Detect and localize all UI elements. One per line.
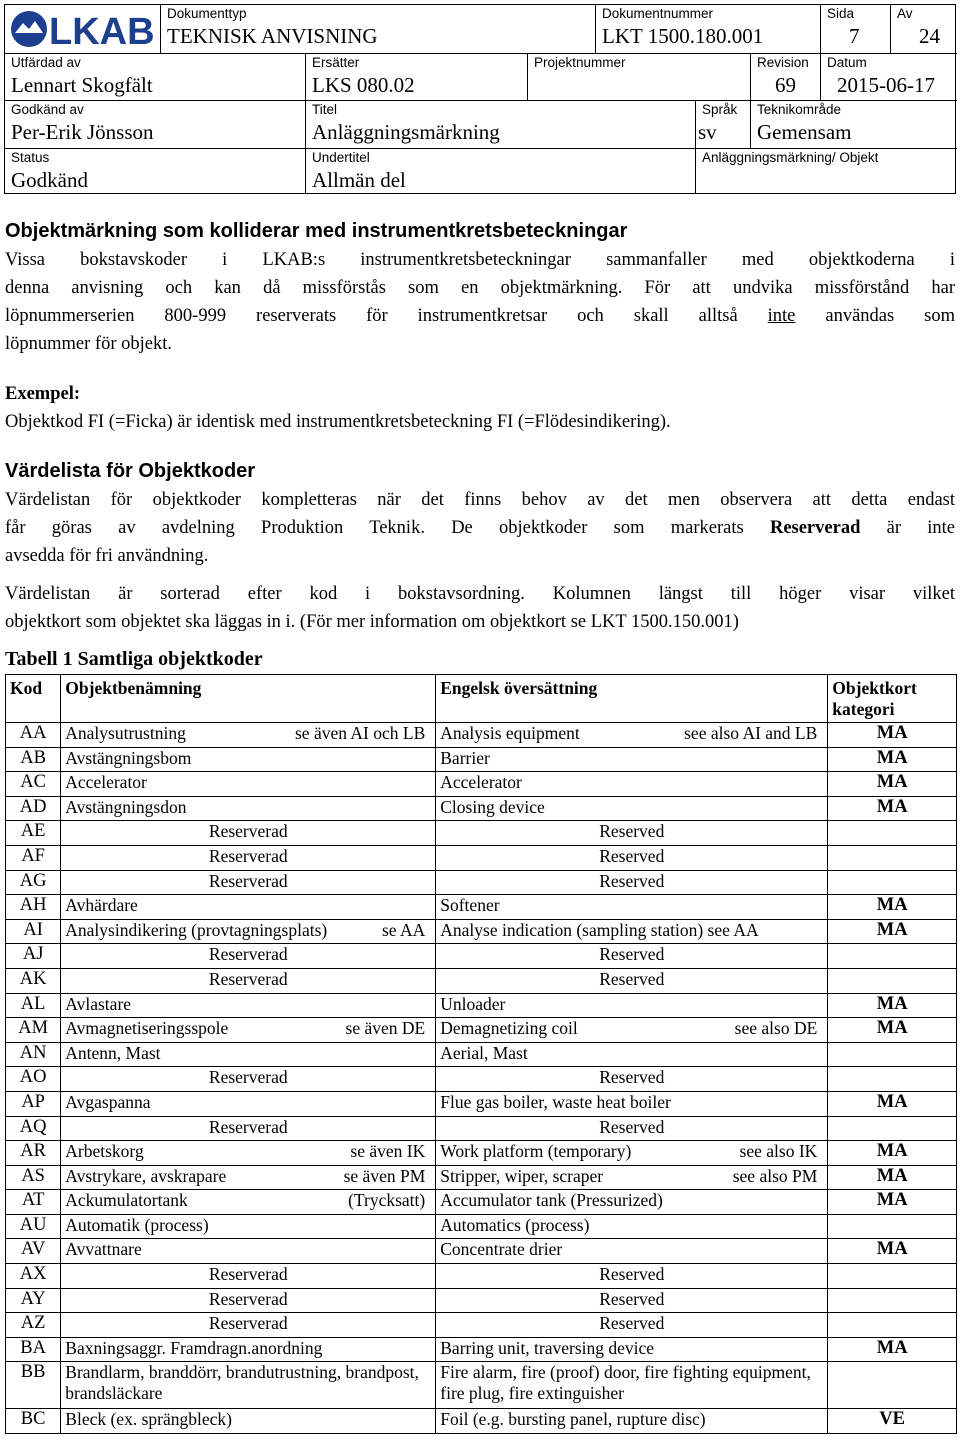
ersatter-label: Ersätter — [312, 55, 360, 70]
english-name: Analysis equipment — [440, 723, 580, 743]
cell-engelsk — [436, 1313, 828, 1338]
av-value: 24 — [919, 24, 940, 48]
cell-kod: AM — [6, 1018, 61, 1043]
teknikomrade-label: Teknikområde — [757, 102, 842, 117]
cell-engelsk — [436, 772, 828, 797]
cell-kategori: MA — [828, 723, 957, 748]
english-name: Reserved — [599, 821, 665, 842]
cell-kod: AF — [6, 845, 61, 870]
english-name: Analyse indication (sampling station) see AA — [440, 919, 759, 940]
swedish-name: Arbetskorg — [65, 1141, 144, 1162]
swedish-reference: se även IK — [350, 1141, 426, 1162]
swedish-name: Automatik (process) — [65, 1214, 209, 1235]
table-row — [6, 821, 957, 846]
swedish-name: Avstrykare, avskrapare — [65, 1165, 227, 1186]
table-row — [6, 1288, 957, 1313]
english-name: Concentrate drier — [440, 1239, 563, 1260]
sprak-cell — [695, 100, 750, 148]
cell-kod: AO — [6, 1067, 61, 1092]
cell-kategori: MA — [828, 1141, 957, 1166]
swedish-name: Accelerator — [65, 772, 147, 793]
titel-value: Anläggningsmärkning — [312, 120, 500, 144]
cell-kategori: MA — [828, 796, 957, 821]
english-name: Accumulator tank (Pressurized) — [440, 1190, 663, 1211]
text-line: löpnummer för objekt. — [5, 334, 172, 354]
swedish-name: Avstängningsbom — [65, 747, 192, 768]
header-engelsk: Engelsk översättning — [436, 675, 828, 723]
cell-kod: AC — [6, 772, 61, 797]
undertitel-cell — [305, 148, 695, 193]
cell-kategori: MA — [828, 1091, 957, 1116]
godkand-av-value: Per-Erik Jönsson — [11, 120, 154, 144]
english-reference: see also AI and LB — [684, 723, 818, 743]
cell-engelsk — [436, 993, 828, 1018]
table-row — [6, 1362, 957, 1409]
godkand-av-cell — [5, 100, 305, 148]
cell-kategori — [828, 1042, 957, 1067]
swedish-name: Reserverad — [208, 1288, 288, 1309]
cell-objektbenamning — [61, 1018, 436, 1043]
cell-objektbenamning — [61, 895, 436, 920]
swedish-name: Avhärdare — [65, 895, 138, 916]
example-block — [5, 380, 955, 436]
cell-kategori: MA — [828, 1239, 957, 1264]
revision-label: Revision — [757, 55, 809, 70]
cell-kategori: MA — [828, 1018, 957, 1043]
english-name: Reserved — [599, 968, 665, 989]
cell-engelsk — [436, 1141, 828, 1166]
dokumenttyp-value: TEKNISK ANVISNING — [167, 24, 378, 48]
cell-engelsk — [436, 821, 828, 846]
cell-kod: AD — [6, 796, 61, 821]
english-name: Barring unit, traversing device — [440, 1337, 655, 1358]
english-name: Softener — [440, 895, 500, 916]
cell-kod: AB — [6, 747, 61, 772]
cell-kategori — [828, 1214, 957, 1239]
swedish-name: Analysindikering (provtagningsplats) — [65, 919, 328, 940]
cell-kategori — [828, 968, 957, 993]
cell-kod: AN — [6, 1042, 61, 1067]
english-name: Reserved — [599, 1067, 665, 1088]
cell-kod: BB — [6, 1362, 61, 1409]
table-row — [6, 1214, 957, 1239]
swedish-name: Ackumulatortank — [65, 1190, 188, 1211]
cell-kategori: MA — [828, 1190, 957, 1215]
cell-kod: AZ — [6, 1313, 61, 1338]
swedish-name: Antenn, Mast — [65, 1042, 161, 1063]
dokumentnummer-label: Dokumentnummer — [602, 6, 714, 21]
table-row — [6, 1042, 957, 1067]
cell-kategori — [828, 870, 957, 895]
cell-objektbenamning — [61, 1141, 436, 1166]
dokumenttyp-cell — [160, 5, 595, 53]
english-name: Unloader — [440, 993, 506, 1014]
swedish-reference: se även DE — [345, 1018, 426, 1039]
cell-kod: AI — [6, 919, 61, 944]
cell-objektbenamning — [61, 796, 436, 821]
cell-kategori: MA — [828, 993, 957, 1018]
table-row — [6, 747, 957, 772]
example-label: Exempel: — [5, 384, 81, 404]
logo-cell — [5, 5, 160, 53]
table-row — [6, 993, 957, 1018]
cell-kategori — [828, 845, 957, 870]
kategori-cell — [695, 148, 957, 193]
text-fragment: användas som — [825, 306, 956, 326]
english-reference: see also DE — [734, 1018, 818, 1039]
cell-kod: AH — [6, 895, 61, 920]
status-cell — [5, 148, 305, 193]
cell-objektbenamning — [61, 1165, 436, 1190]
lkab-logo — [9, 9, 159, 49]
cell-kategori: MA — [828, 1165, 957, 1190]
swedish-name: Brandlarm, branddörr, brandutrustning, brandpost, brandsläckare — [65, 1362, 419, 1404]
projektnummer-cell — [527, 53, 750, 100]
cell-objektbenamning — [61, 870, 436, 895]
cell-objektbenamning — [61, 1214, 436, 1239]
cell-engelsk — [436, 968, 828, 993]
table-row — [6, 796, 957, 821]
cell-kategori — [828, 944, 957, 969]
cell-kategori — [828, 1362, 957, 1409]
cell-kod: AU — [6, 1214, 61, 1239]
swedish-reference: (Trycksatt) — [348, 1190, 426, 1211]
table-row — [6, 1141, 957, 1166]
text-line — [5, 514, 955, 542]
table-row — [6, 1018, 957, 1043]
english-name: Flue gas boiler, waste heat boiler — [440, 1091, 671, 1112]
sida-value: 7 — [849, 24, 860, 48]
table-row — [6, 1239, 957, 1264]
table-row — [6, 944, 957, 969]
cell-objektbenamning — [61, 1288, 436, 1313]
section2-paragraph-1 — [5, 486, 955, 570]
datum-label: Datum — [827, 55, 867, 70]
english-name: Work platform (temporary) — [440, 1141, 632, 1162]
cell-objektbenamning — [61, 944, 436, 969]
english-name: Foil (e.g. bursting panel, rupture disc) — [440, 1409, 706, 1430]
teknikomrade-value: Gemensam — [757, 120, 852, 144]
english-reference: see also PM — [732, 1165, 818, 1186]
english-name: Reserved — [599, 845, 665, 866]
cell-kategori: MA — [828, 747, 957, 772]
cell-kategori — [828, 821, 957, 846]
table-row — [6, 845, 957, 870]
cell-objektbenamning — [61, 747, 436, 772]
cell-engelsk — [436, 1288, 828, 1313]
swedish-name: Reserverad — [208, 1116, 288, 1137]
kategori-label: Anläggningsmärkning/ Objekt — [702, 150, 879, 165]
cell-kategori — [828, 1067, 957, 1092]
cell-engelsk — [436, 895, 828, 920]
undertitel-label: Undertitel — [312, 150, 370, 165]
cell-engelsk — [436, 845, 828, 870]
datum-cell — [820, 53, 957, 100]
cell-kategori: MA — [828, 772, 957, 797]
english-name: Barrier — [440, 747, 490, 768]
cell-kategori — [828, 1264, 957, 1289]
dokumenttyp-label: Dokumenttyp — [167, 6, 247, 21]
cell-objektbenamning — [61, 1091, 436, 1116]
text-fragment: är inte — [886, 518, 955, 538]
table-row — [6, 919, 957, 944]
dokumentnummer-cell — [595, 5, 820, 53]
cell-engelsk — [436, 1018, 828, 1043]
cell-objektbenamning — [61, 968, 436, 993]
cell-engelsk — [436, 919, 828, 944]
status-label: Status — [11, 150, 50, 165]
undertitel-value: Allmän del — [312, 168, 406, 192]
english-reference: see also IK — [739, 1141, 818, 1162]
cell-kod: AX — [6, 1264, 61, 1289]
utfardad-cell — [5, 53, 305, 100]
english-name: Accelerator — [440, 772, 522, 793]
cell-kod: AQ — [6, 1116, 61, 1141]
cell-kod: AA — [6, 723, 61, 748]
cell-kod: AE — [6, 821, 61, 846]
sprak-label: Språk — [702, 102, 738, 117]
swedish-name: Reserverad — [208, 845, 288, 866]
cell-objektbenamning — [61, 845, 436, 870]
cell-engelsk — [436, 1264, 828, 1289]
swedish-name: Reserverad — [208, 1313, 288, 1334]
english-name: Reserved — [599, 1264, 665, 1285]
dokumentnummer-value: LKT 1500.180.001 — [602, 24, 764, 48]
cell-kategori: MA — [828, 1337, 957, 1362]
section1-paragraph — [5, 246, 955, 358]
text-line: Värdelistan är sorterad efter kod i bokstavsordning. Kolumnen längst till höger visar vilket — [5, 584, 955, 604]
english-name: Reserved — [599, 1288, 665, 1309]
swedish-name: Reserverad — [208, 821, 288, 842]
table-row — [6, 1409, 957, 1434]
ersatter-cell — [305, 53, 527, 100]
datum-value: 2015-06-17 — [837, 73, 935, 97]
cell-objektbenamning — [61, 1337, 436, 1362]
example-text: Objektkod FI (=Ficka) är identisk med instrumentkretsbeteckning FI (=Flödesindikering). — [5, 412, 671, 432]
table-row — [6, 723, 957, 748]
cell-engelsk — [436, 1214, 828, 1239]
cell-engelsk — [436, 1337, 828, 1362]
cell-objektbenamning — [61, 1042, 436, 1067]
titel-cell — [305, 100, 695, 148]
cell-engelsk — [436, 1239, 828, 1264]
utfardad-label: Utfärdad av — [11, 55, 81, 70]
cell-engelsk — [436, 1165, 828, 1190]
swedish-name: Reserverad — [208, 1264, 288, 1285]
teknikomrade-cell — [750, 100, 957, 148]
cell-objektbenamning — [61, 1067, 436, 1092]
swedish-reference: se även AI och LB — [295, 723, 426, 743]
table-row — [6, 1116, 957, 1141]
swedish-name: Avmagnetiseringsspole — [65, 1018, 229, 1039]
english-name: Closing device — [440, 796, 545, 817]
titel-label: Titel — [312, 102, 338, 117]
text-line: denna anvisning och kan då missförstås som en objektmärkning. För att undvika missförstånd har — [5, 278, 955, 298]
swedish-name: Reserverad — [208, 870, 288, 891]
cell-objektbenamning — [61, 1190, 436, 1215]
cell-engelsk — [436, 723, 828, 748]
godkand-av-label: Godkänd av — [11, 102, 84, 117]
header-objektbenamning: Objektbenämning — [61, 675, 436, 723]
table-row — [6, 772, 957, 797]
header-kategori: Objektkort kategori — [828, 675, 957, 723]
english-name: Reserved — [599, 870, 665, 891]
cell-kod: AY — [6, 1288, 61, 1313]
projektnummer-label: Projektnummer — [534, 55, 626, 70]
text-line: Värdelistan för objektkoder kompletteras när det finns behov av det men observera att detta endast — [5, 490, 955, 510]
cell-engelsk — [436, 944, 828, 969]
table-row — [6, 1091, 957, 1116]
sida-label: Sida — [827, 6, 855, 21]
cell-kod: AP — [6, 1091, 61, 1116]
swedish-name: Avlastare — [65, 993, 132, 1014]
swedish-name: Reserverad — [208, 968, 288, 989]
text-fragment: löpnummerserien 800-999 reserverats för instrumentkretsar och skall alltså — [5, 306, 738, 326]
english-name: Reserved — [599, 944, 665, 965]
cell-kod: AG — [6, 870, 61, 895]
cell-engelsk — [436, 870, 828, 895]
cell-objektbenamning — [61, 993, 436, 1018]
cell-kod: AV — [6, 1239, 61, 1264]
cell-objektbenamning — [61, 821, 436, 846]
cell-objektbenamning — [61, 1116, 436, 1141]
cell-objektbenamning — [61, 772, 436, 797]
table-row — [6, 1190, 957, 1215]
table-row — [6, 895, 957, 920]
cell-engelsk — [436, 1091, 828, 1116]
cell-engelsk — [436, 1116, 828, 1141]
english-name: Aerial, Mast — [440, 1042, 528, 1063]
table-row — [6, 1313, 957, 1338]
section-heading-value-list: Värdelista för Objektkoder — [5, 460, 256, 482]
text-line: Vissa bokstavskoder i LKAB:s instrumentkretsbeteckningar sammanfaller med objektkoderna i — [5, 250, 955, 270]
english-name: Demagnetizing coil — [440, 1018, 578, 1039]
cell-objektbenamning — [61, 1313, 436, 1338]
sprak-value: sv — [698, 120, 717, 144]
object-code-table — [5, 674, 957, 1434]
status-value: Godkänd — [11, 168, 88, 192]
cell-engelsk — [436, 1190, 828, 1215]
revision-cell — [750, 53, 820, 100]
text-line: objektkort som objektet ska läggas in i. (För mer information om objektkort se LKT 1500.150.001) — [5, 612, 739, 632]
cell-kod: BA — [6, 1337, 61, 1362]
swedish-name: Analysutrustning — [65, 723, 186, 743]
cell-objektbenamning — [61, 1409, 436, 1434]
cell-kod: AJ — [6, 944, 61, 969]
cell-engelsk — [436, 1409, 828, 1434]
header-kod: Kod — [6, 675, 61, 723]
swedish-name: Baxningsaggr. Framdragn.anordning — [65, 1337, 323, 1358]
cell-kod: AT — [6, 1190, 61, 1215]
english-name: Automatics (process) — [440, 1214, 590, 1235]
table-row — [6, 1337, 957, 1362]
av-cell — [890, 5, 957, 53]
swedish-reference: se AA — [381, 919, 426, 940]
ersatter-value: LKS 080.02 — [312, 73, 415, 97]
swedish-name: Avstängningsdon — [65, 796, 187, 817]
utfardad-value: Lennart Skogfält — [11, 73, 153, 97]
text-line: avsedda för fri användning. — [5, 546, 209, 566]
cell-kod: AL — [6, 993, 61, 1018]
section-heading-collision: Objektmärkning som kolliderar med instrumentkretsbeteckningar — [5, 220, 628, 242]
cell-engelsk — [436, 796, 828, 821]
cell-objektbenamning — [61, 723, 436, 748]
cell-engelsk — [436, 1042, 828, 1067]
revision-value: 69 — [775, 73, 796, 97]
table-row — [6, 968, 957, 993]
cell-kategori — [828, 1313, 957, 1338]
sida-cell — [820, 5, 890, 53]
cell-objektbenamning — [61, 1239, 436, 1264]
cell-objektbenamning — [61, 919, 436, 944]
table-row — [6, 1067, 957, 1092]
cell-kod: AS — [6, 1165, 61, 1190]
cell-kategori: VE — [828, 1409, 957, 1434]
swedish-reference: se även PM — [343, 1165, 426, 1186]
cell-kategori — [828, 1288, 957, 1313]
swedish-name: Bleck (ex. sprängbleck) — [65, 1409, 232, 1430]
underlined-word: inte — [767, 306, 796, 326]
cell-engelsk — [436, 747, 828, 772]
logo-text: LKAB — [49, 11, 155, 49]
english-name: Stripper, wiper, scraper — [440, 1165, 604, 1186]
table-header-row — [6, 675, 957, 723]
swedish-name: Reserverad — [208, 944, 288, 965]
swedish-name: Reserverad — [208, 1067, 288, 1088]
english-name: Reserved — [599, 1116, 665, 1137]
english-name: Fire alarm, fire (proof) door, fire fighting equipment, fire plug, fire extinguisher — [440, 1362, 811, 1404]
document-header — [4, 4, 956, 194]
av-label: Av — [897, 6, 913, 21]
cell-engelsk — [436, 1362, 828, 1409]
cell-kod: BC — [6, 1409, 61, 1434]
cell-kategori — [828, 1116, 957, 1141]
table-row — [6, 870, 957, 895]
cell-objektbenamning — [61, 1362, 436, 1409]
cell-objektbenamning — [61, 1264, 436, 1289]
cell-kategori: MA — [828, 895, 957, 920]
cell-kod: AR — [6, 1141, 61, 1166]
section2-paragraph-2 — [5, 580, 955, 636]
text-line — [5, 302, 955, 330]
swedish-name: Avvattnare — [65, 1239, 142, 1260]
table-row — [6, 1165, 957, 1190]
swedish-name: Avgaspanna — [65, 1091, 151, 1112]
bold-word: Reserverad — [769, 518, 861, 538]
cell-kod: AK — [6, 968, 61, 993]
cell-kategori: MA — [828, 919, 957, 944]
cell-engelsk — [436, 1067, 828, 1092]
table-row — [6, 1264, 957, 1289]
english-name: Reserved — [599, 1313, 665, 1334]
table-caption: Tabell 1 Samtliga objektkoder — [5, 648, 263, 670]
text-fragment: får göras av avdelning Produktion Teknik. De objektkoder som markerats — [5, 518, 744, 538]
